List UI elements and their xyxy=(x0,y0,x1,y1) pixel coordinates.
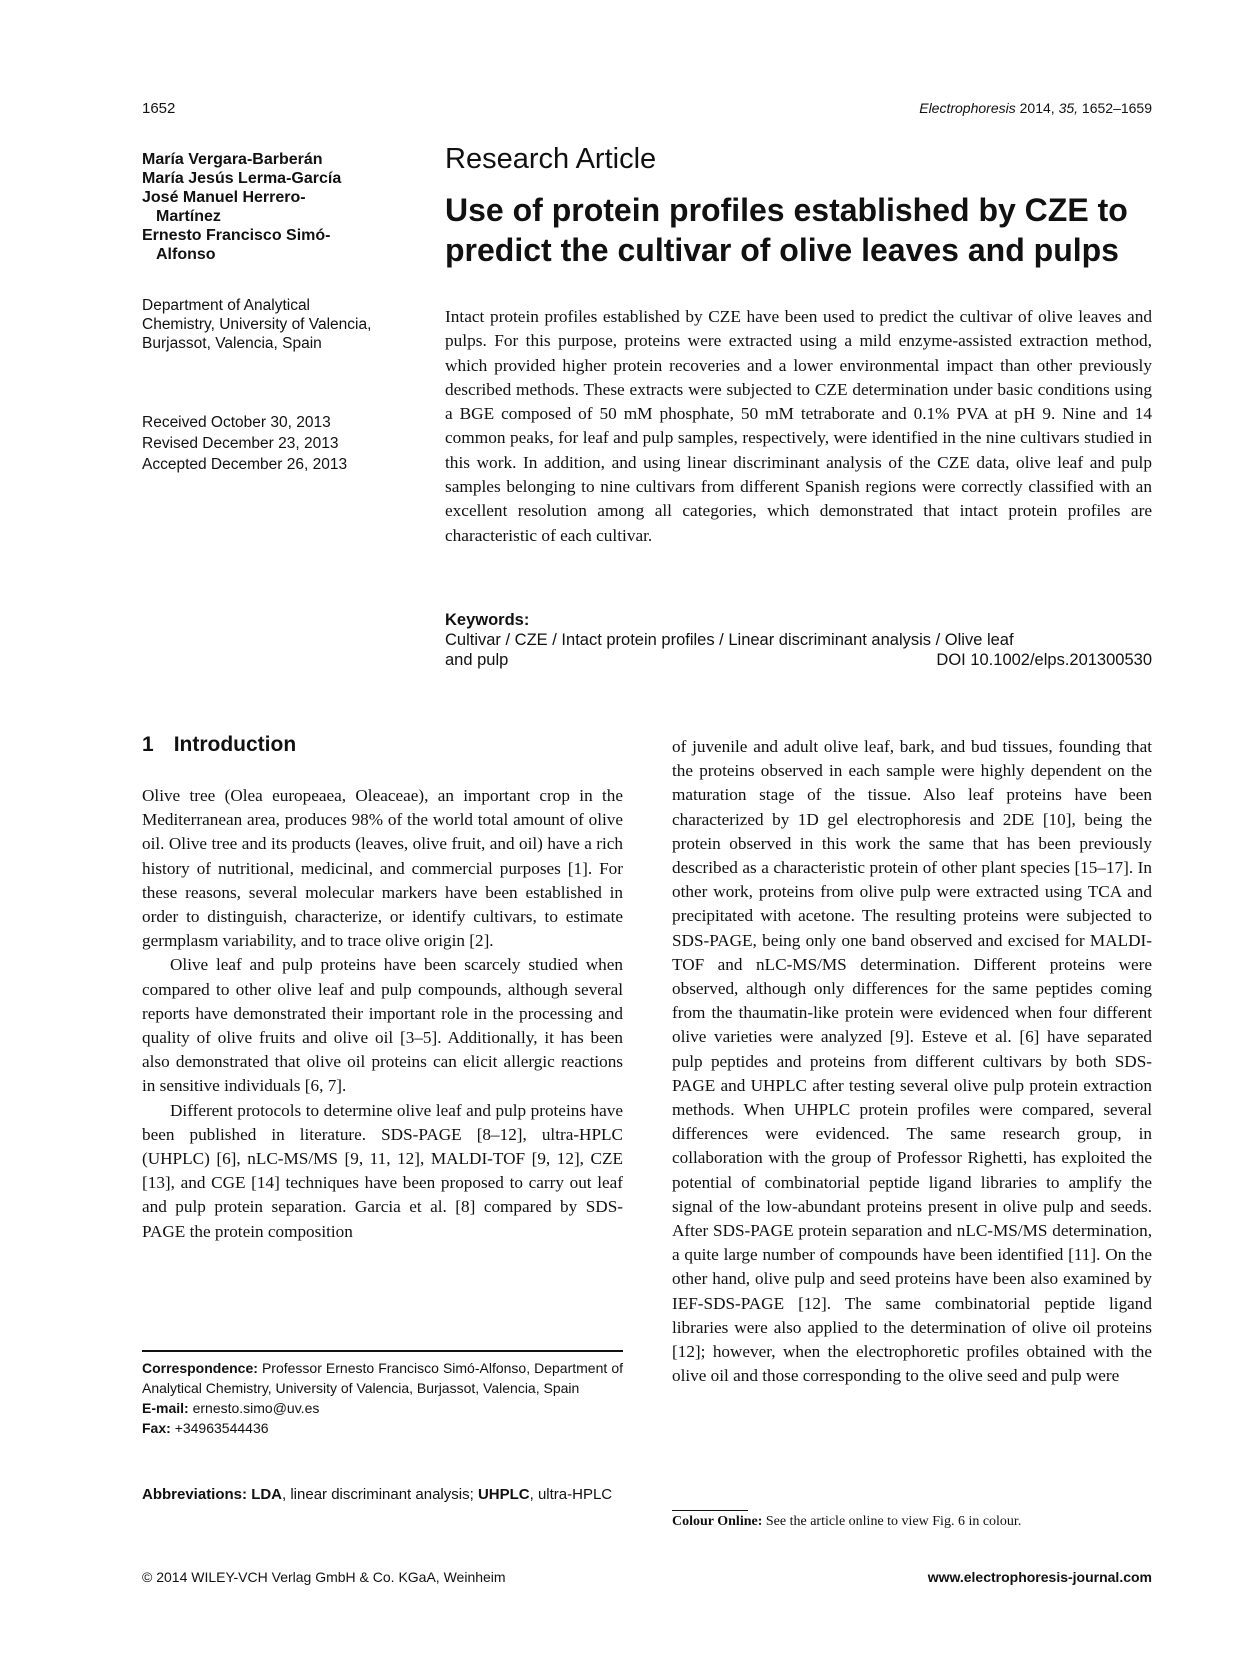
section-heading xyxy=(142,733,316,757)
colour-note-text: See the article online to view Fig. 6 in colour. xyxy=(762,1514,1022,1529)
journal-year: 2014, xyxy=(1019,100,1055,116)
page-number: 1652 xyxy=(142,100,176,117)
abbreviations-label: Abbreviations: xyxy=(142,1486,248,1503)
author: María Vergara-Barberán xyxy=(142,151,323,168)
keywords-line: Cultivar / CZE / Intact protein profiles / Linear discriminant analysis / Olive leaf xyxy=(445,631,1014,649)
abbr-def: , linear discriminant analysis; xyxy=(282,1486,478,1503)
article-title: Use of protein profiles established by CZE to predict the cultivar of olive leaves and pulps xyxy=(445,192,1128,268)
keywords-line: and pulp xyxy=(445,651,509,669)
paragraph: Different protocols to determine olive leaf and pulp proteins have been published in literature. SDS-PAGE [8–12], ultra-HPLC (UHPLC) [6], nLC-MS/MS [9, 11, 12], MALDI-TOF [9, 12], CZE [13], and CGE [14] techniques have been proposed to carry out leaf and pulp protein separation. Garcia et al. [8] compared by SDS-PAGE the protein composition xyxy=(142,1100,623,1241)
journal-citation xyxy=(919,100,1152,116)
doi[interactable]: DOI 10.1002/elps.201300530 xyxy=(936,651,1152,669)
footnote-divider xyxy=(672,1510,748,1511)
author-cont: Alfonso xyxy=(156,246,216,263)
correspondence-text: Professor Ernesto Francisco Simó-Alfonso, Department of Analytical Chemistry, University of Valencia, Burjassot, Valencia, Spain xyxy=(142,1360,623,1396)
correspondence xyxy=(142,1358,623,1438)
copyright: © 2014 WILEY-VCH Verlag GmbH & Co. KGaA, Weinheim xyxy=(142,1569,506,1585)
footnote-divider xyxy=(142,1350,623,1352)
email-link[interactable]: ernesto.simo@uv.es xyxy=(192,1400,320,1416)
journal-website[interactable]: www.electrophoresis-journal.com xyxy=(927,1569,1152,1585)
paragraph: Olive tree (Olea europeaea, Oleaceae), an important crop in the Mediterranean area, produces 98% of the world total amount of olive oil. Olive tree and its products (leaves, olive fruit, and oil) have a rich history of nutritional, medicinal, and commercial purposes [1]. For these reasons, several molecular markers have been established in order to distinguish, characterize, or identify cultivars, to estimate germplasm variability, and to trace olive origin [2]. xyxy=(142,786,623,951)
abbr-term: UHPLC xyxy=(477,1486,530,1503)
paragraph: of juvenile and adult olive leaf, bark, and bud tissues, founding that the proteins observed in each sample were highly dependent on the maturation stage of the tissue. Also leaf proteins have been characterized by 1D gel electrophoresis and 2DE [10], being the protein observed in this work the same that has been previously described as a characteristic protein of other plant species [15–17]. In other work, proteins from olive pulp were extracted using TCA and precipitated with acetone. The resulting proteins were subjected to SDS-PAGE, being only one band observed and excised for MALDI-TOF and nLC-MS/MS determination. Different proteins were observed, although only differences for the same peptides coming from the thaumatin-like protein were evidenced when four different olive varieties were analyzed [9]. Esteve et al. [6] have separated pulp peptides and proteins from different cultivars by both SDS-PAGE and UHPLC after testing several olive pulp protein extraction methods. When UHPLC protein profiles were compared, several differences were evidenced. The same research group, in collaboration with the group of Professor Righetti, has exploited the potential of combinatorial peptide ligand libraries to amplify the signal of the low-abundant proteins present in olive pulp and seeds. After SDS-PAGE protein separation and nLC-MS/MS determination, a quite large number of compounds have been identified [11]. On the other hand, olive pulp and seed proteins have been also examined by IEF-SDS-PAGE [12]. The same combinatorial peptide ligand libraries were also applied to the determination of olive oil proteins [12]; however, when the electrophoretic profiles obtained with the olive oil and those corresponding to the olive seed and pulp were xyxy=(672,737,1152,1386)
colour-online-note xyxy=(672,1514,1021,1530)
abbr-def: , ultra-HPLC xyxy=(529,1486,613,1503)
section-number: 1 xyxy=(142,733,154,756)
abbreviations xyxy=(142,1484,623,1505)
author: José Manuel Herrero- xyxy=(142,189,306,206)
article-dates xyxy=(142,412,392,475)
journal-name: Electrophoresis xyxy=(919,100,1016,116)
received-date: Received October 30, 2013 xyxy=(142,414,331,431)
fax-label: Fax: xyxy=(142,1420,171,1436)
journal-volume: 35, xyxy=(1058,100,1079,116)
colour-note-label: Colour Online: xyxy=(672,1514,763,1529)
author: María Jesús Lerma-García xyxy=(142,170,342,187)
fax-number: +34963544436 xyxy=(174,1420,269,1436)
keywords xyxy=(445,610,1152,670)
author: Ernesto Francisco Simó- xyxy=(142,227,331,244)
affiliation: Department of Analytical Chemistry, University of Valencia, Burjassot, Valencia, Spain xyxy=(142,297,372,352)
keywords-heading: Keywords: xyxy=(445,611,530,629)
author-cont: Martínez xyxy=(156,208,221,225)
section-title: Introduction xyxy=(173,733,297,756)
accepted-date: Accepted December 26, 2013 xyxy=(142,456,348,473)
paragraph: Olive leaf and pulp proteins have been scarcely studied when compared to other olive leaf and pulp compounds, although several reports have demonstrated their important role in the processing and quality of olive fruits and olive oil [3–5]. Additionally, it has been also demonstrated that olive oil proteins can elicit allergic reactions in sensitive individuals [6, 7]. xyxy=(142,955,623,1096)
abbr-term: LDA xyxy=(251,1486,283,1503)
abstract: Intact protein profiles established by CZE have been used to predict the cultivar of olive leaves and pulps. For this purpose, proteins were extracted using a mild enzyme-assisted extraction method, which provided higher protein recoveries and a lower environmental impact than other previously described methods. These extracts were subjected to CZE determination under basic conditions using a BGE composed of 50 mM phosphate, 50 mM tetraborate and 0.1% PVA at pH 9. Nine and 14 common peaks, for leaf and pulp samples, respectively, were identified in the nine cultivars studied in this work. In addition, and using linear discriminant analysis of the CZE data, olive leaf and pulp samples belonging to nine cultivars from different Spanish regions were correctly classified with an excellent resolution among all categories, which demonstrated that intact protein profiles are characteristic of each cultivar. xyxy=(445,307,1152,545)
email-label: E-mail: xyxy=(142,1400,189,1416)
body-column-right xyxy=(672,735,1152,1388)
correspondence-label: Correspondence: xyxy=(142,1360,258,1376)
article-type: Research Article xyxy=(445,143,657,175)
body-column-left xyxy=(142,784,623,1244)
revised-date: Revised December 23, 2013 xyxy=(142,435,339,452)
journal-pages: 1652–1659 xyxy=(1081,100,1152,116)
author-list xyxy=(142,150,382,264)
